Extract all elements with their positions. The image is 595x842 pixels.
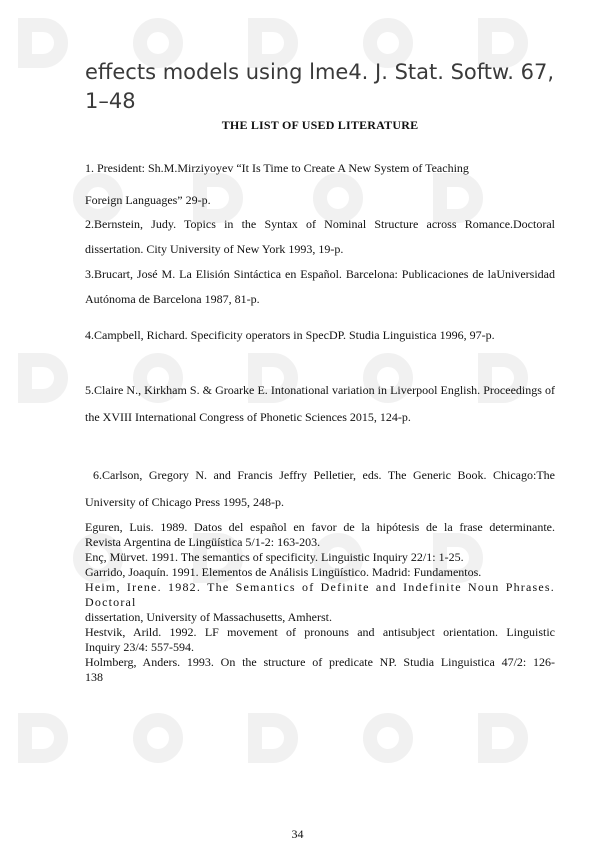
reference-holmberg-line-2: 138 — [85, 670, 103, 684]
reference-item-2: 2.Bernstein, Judy. Topics in the Syntax of Nominal Structure across Romance.Doctoral dissertation. City University of New York 1993, 19-p. — [85, 217, 555, 256]
page-number: 34 — [291, 827, 304, 841]
carryover-heading — [85, 58, 565, 116]
literature-list-title: THE LIST OF USED LITERATURE — [221, 118, 419, 132]
heading-line-1: effects models using lme4. J. Stat. Softw. 67, — [85, 60, 555, 84]
reference-hestvik-line-1: Hestvik, Arild. 1992. LF movement of pronouns and antisubject orientation. Linguistic — [85, 625, 555, 639]
reference-heim-line-1: Heim, Irene. 1982. The Semantics of Definite and Indefinite Noun Phrases. Doctoral — [85, 580, 555, 609]
reference-enc: Enç, Mürvet. 1991. The semantics of specificity. Linguistic Inquiry 22/1: 1-25. — [85, 550, 464, 564]
reference-item-4: 4.Campbell, Richard. Specificity operators in SpecDP. Studia Linguistica 1996, 97-p. — [85, 328, 495, 342]
reference-item-1 — [85, 152, 555, 216]
reference-item-5: 5.Claire N., Kirkham S. & Groarke E. Intonational variation in Liverpool English. Proceedings of the XVIII International Congress of Phonetic Sciences 2015, 124-p. — [85, 383, 555, 424]
reference-eguren-line-2: Revista Argentina de Lingüística 5/1-2: 163-203. — [85, 535, 321, 549]
heading-line-2: 1–48 — [85, 89, 136, 113]
reference-1-line-1: 1. President: Sh.M.Mirziyoyev “It Is Time to Create A New System of Teaching — [85, 161, 469, 175]
reference-1-line-2: Foreign Languages” 29-p. — [85, 193, 211, 207]
reference-eguren-line-1: Eguren, Luis. 1989. Datos del español en favor de la hipótesis de la frase determinante. — [85, 520, 555, 534]
reference-heim-line-2: dissertation, University of Massachusetts, Amherst. — [85, 610, 332, 624]
reference-block — [85, 520, 555, 685]
reference-garrido: Garrido, Joaquín. 1991. Elementos de Análisis Lingüístico. Madrid: Fundamentos. — [85, 565, 482, 579]
reference-holmberg-line-1: Holmberg, Anders. 1993. On the structure of predicate NP. Studia Linguistica 47/2: 126- — [85, 655, 555, 669]
reference-item-6: 6.Carlson, Gregory N. and Francis Jeffry Pelletier, eds. The Generic Book. Chicago:The University of Chicago Press 1995, 248-p. — [85, 468, 555, 509]
reference-hestvik-line-2: Inquiry 23/4: 557-594. — [85, 640, 194, 654]
reference-item-3: 3.Brucart, José M. La Elisión Sintáctica en Español. Barcelona: Publicaciones de laUniversidad Autónoma de Barcelona 1987, 81-p. — [85, 267, 555, 306]
